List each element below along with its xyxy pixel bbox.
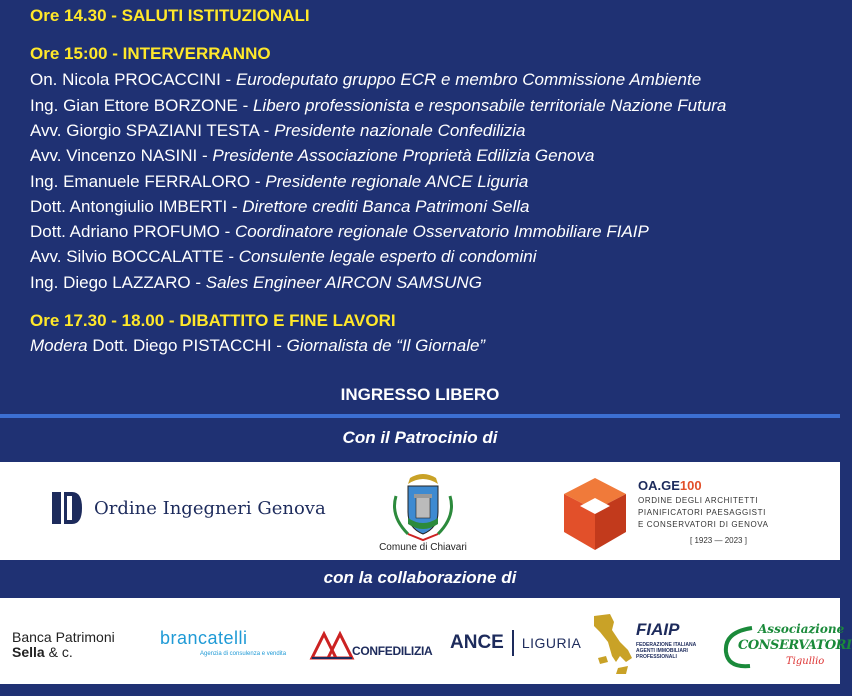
oage-title-num: 100	[679, 478, 702, 493]
confedilizia-text: CONFEDILIZIA	[352, 644, 433, 658]
speaker-separator: -	[220, 70, 236, 89]
fiaip-sub-2: AGENTI IMMOBILIARI	[636, 648, 688, 654]
oage-cube-icon	[560, 474, 630, 554]
ance-text: ANCE	[450, 632, 504, 653]
sella-line-2	[12, 645, 152, 660]
oage-years: [ 1923 — 2023 ]	[690, 536, 747, 545]
speaker-row	[30, 172, 528, 192]
speaker-role: Presidente nazionale Confedilizia	[274, 121, 526, 140]
speaker-row	[30, 222, 649, 242]
speaker-row	[30, 273, 482, 293]
moderator-name: Dott. Diego PISTACCHI	[92, 336, 272, 355]
speaker-role: Sales Engineer AIRCON SAMSUNG	[205, 273, 482, 292]
speaker-name: Dott. Antongiulio IMBERTI	[30, 197, 228, 216]
speaker-row	[30, 146, 594, 166]
speaker-separator: -	[250, 172, 266, 191]
sella-word: Sella	[12, 644, 45, 660]
speaker-name: Ing. Diego LAZZARO	[30, 273, 191, 292]
speaker-role: Presidente regionale ANCE Liguria	[265, 172, 529, 191]
speaker-separator: -	[190, 273, 206, 292]
liguria-text: LIGURIA	[521, 635, 582, 651]
speaker-separator: -	[223, 247, 239, 266]
oage-line-2: PIANIFICATORI PAESAGGISTI	[638, 508, 766, 517]
chiavari-crest-icon	[378, 466, 468, 542]
speaker-row	[30, 247, 536, 267]
speaker-row	[30, 197, 530, 217]
confedilizia-logo	[308, 628, 438, 664]
speaker-role: Eurodeputato gruppo ECR e membro Commissione Ambiente	[235, 70, 702, 89]
comune-chiavari-text: Comune di Chiavari	[379, 542, 467, 553]
speaker-row	[30, 70, 701, 90]
speaker-role: Libero professionista e responsabile territoriale Nazione Futura	[252, 96, 727, 115]
brancatelli-subtext: Agenzia di consulenza e vendita	[200, 651, 287, 657]
oage-line-1: ORDINE DEGLI ARCHITETTI	[638, 496, 759, 505]
bottom-strip	[0, 684, 840, 696]
collaborazione-title: con la collaborazione di	[0, 560, 840, 598]
speaker-role: Presidente Associazione Proprietà Edilizia Genova	[212, 146, 595, 165]
ance-liguria-logo	[450, 630, 581, 656]
comune-chiavari-logo	[378, 466, 468, 556]
speaker-name: Avv. Vincenzo NASINI	[30, 146, 198, 165]
program-saluti	[30, 6, 310, 26]
speaker-separator: -	[237, 96, 253, 115]
speaker-role: Coordinatore regionale Osservatorio Immobiliare FIAIP	[235, 222, 649, 241]
oage-line-3: E CONSERVATORI DI GENOVA	[638, 520, 769, 529]
ordine-ingegneri-icon	[50, 490, 84, 526]
sella-suffix: & c.	[44, 644, 73, 660]
oage-title	[638, 478, 702, 493]
fiaip-sub-3: PROFESSIONALI	[636, 654, 677, 660]
patrocinio-title: Con il Patrocinio di	[0, 418, 840, 462]
speaker-row	[30, 121, 525, 141]
ance-divider	[512, 630, 514, 656]
ingresso-libero: INGRESSO LIBERO	[340, 385, 500, 404]
speaker-name: Ing. Emanuele FERRALORO	[30, 172, 251, 191]
conservatori-tigullio-logo	[720, 618, 852, 678]
brancatelli-text: brancatelli	[160, 628, 248, 648]
fiaip-logo	[588, 612, 718, 678]
program-interverranno	[30, 44, 271, 64]
brancatelli-logo	[160, 628, 290, 657]
dibattito-time: Ore 17.30 - 18.00 - DIBATTITO E FINE LAVORI	[30, 311, 396, 330]
speaker-separator: -	[258, 121, 275, 140]
conservatori-text-2: CONSERVATORI	[738, 638, 852, 653]
speaker-name: Avv. Silvio BOCCALATTE	[30, 247, 224, 266]
speaker-name: Dott. Adriano PROFUMO	[30, 222, 220, 241]
speaker-role: Direttore crediti Banca Patrimoni Sella	[242, 197, 530, 216]
program-dibattito	[30, 311, 396, 331]
fiaip-sub-1: FEDERAZIONE ITALIANA	[636, 642, 697, 648]
conservatori-text-1: Associazione	[758, 622, 845, 636]
speaker-row	[30, 96, 726, 116]
speaker-separator: -	[219, 222, 235, 241]
oage-title-prefix: OA.GE	[638, 478, 680, 493]
speaker-name: Ing. Gian Ettore BORZONE	[30, 96, 238, 115]
conservatori-text-3: Tigullio	[786, 656, 825, 667]
speaker-role: Consulente legale esperto di condomini	[238, 247, 537, 266]
italy-map-icon	[588, 612, 636, 678]
speaker-name: Avv. Giorgio SPAZIANI TESTA	[30, 121, 259, 140]
ordine-ingegneri-logo	[50, 490, 326, 526]
speaker-separator: -	[197, 146, 213, 165]
moderator-separator: -	[271, 336, 287, 355]
banca-sella-logo	[12, 630, 152, 660]
ordine-ingegneri-text: Ordine Ingegneri Genova	[94, 497, 326, 519]
moderator-role: Giornalista de “Il Giornale”	[286, 336, 486, 355]
confedilizia-icon	[308, 628, 358, 664]
moderator-prefix: Modera	[30, 336, 88, 355]
speaker-separator: -	[227, 197, 243, 216]
sella-line-1: Banca Patrimoni	[12, 629, 115, 645]
saluti-time: Ore 14.30 - SALUTI ISTITUZIONALI	[30, 6, 310, 25]
fiaip-text: FIAIP	[636, 620, 680, 639]
speaker-name: On. Nicola PROCACCINI	[30, 70, 221, 89]
oage-logo	[560, 474, 800, 554]
interverranno-time: Ore 15:00 - INTERVERRANNO	[30, 44, 271, 63]
moderator-row	[30, 336, 485, 356]
